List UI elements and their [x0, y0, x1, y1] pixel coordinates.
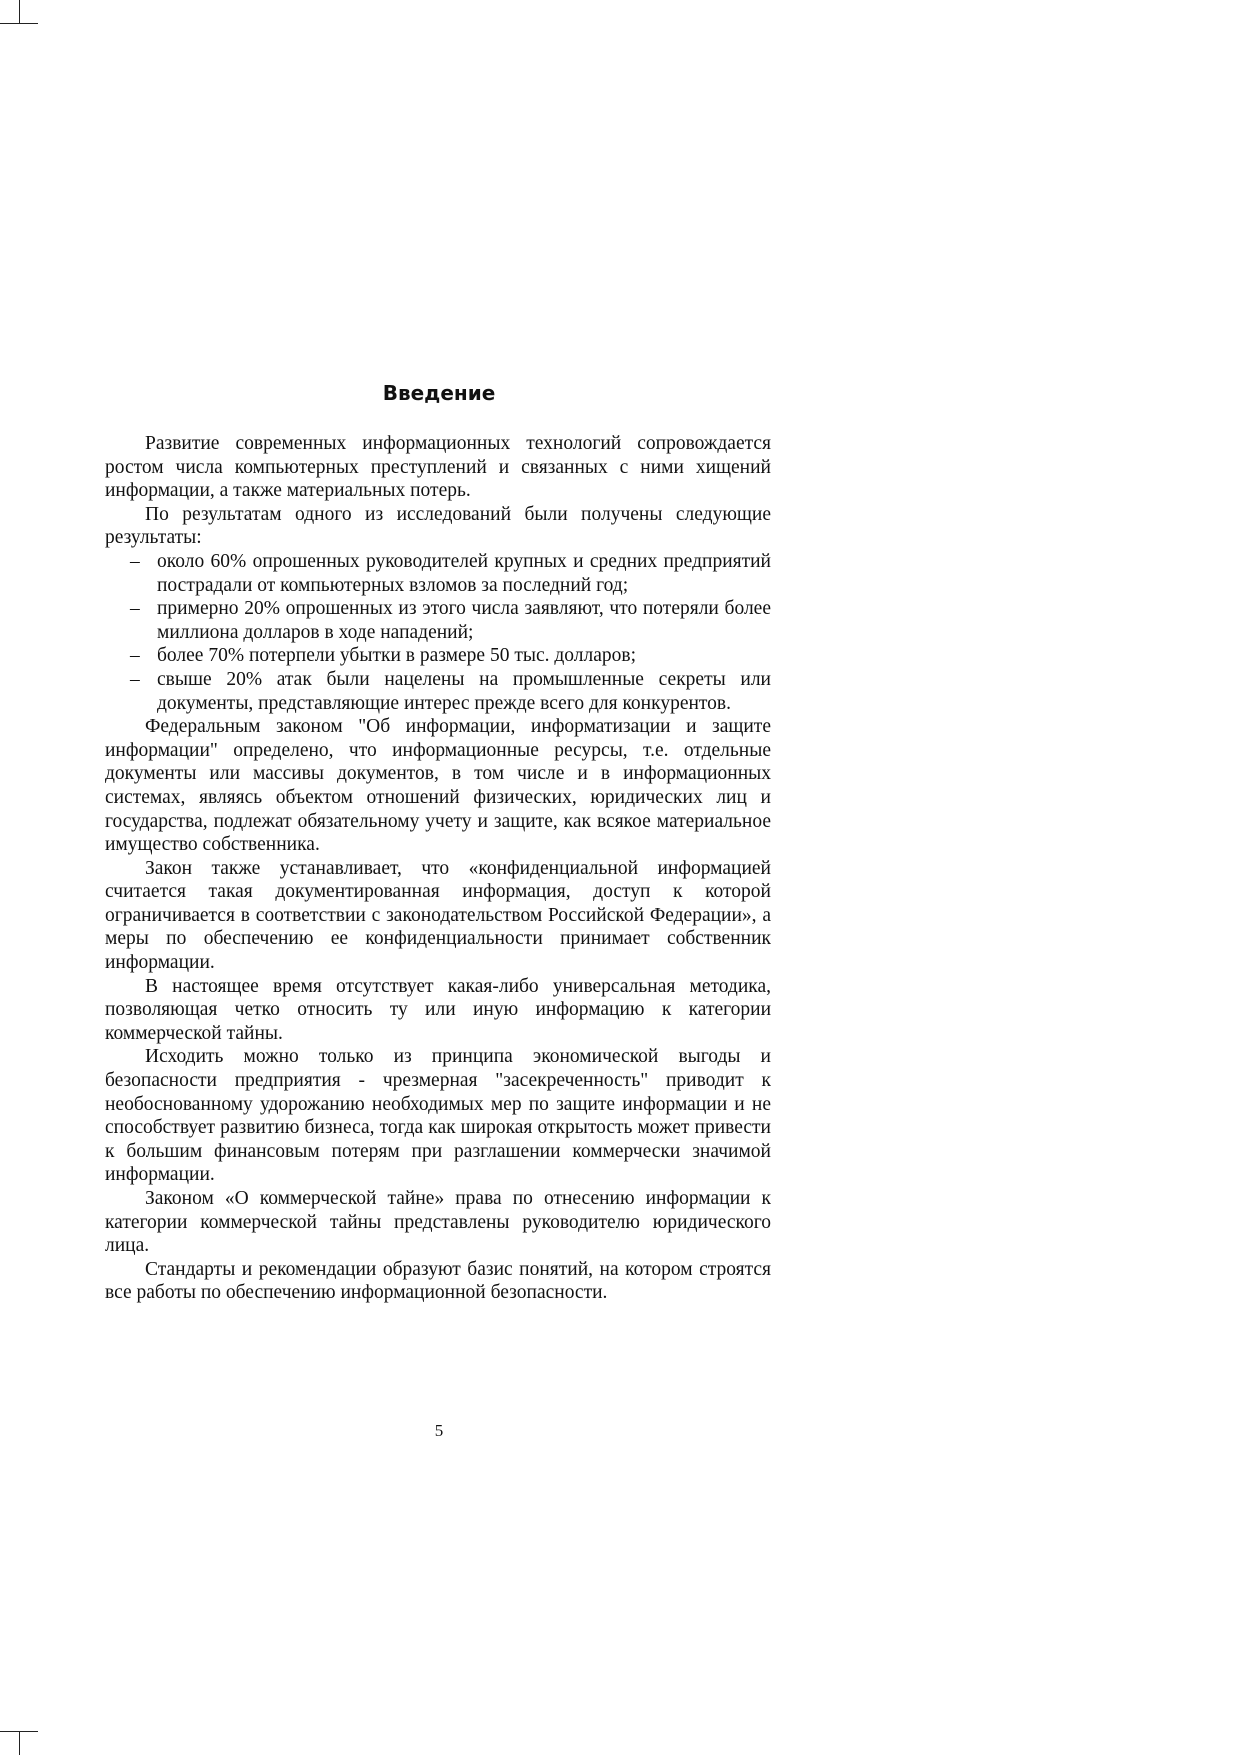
- paragraph-federal-law: Федеральным законом "Об информации, информатизации и защите информации" определено, что информационные ресурсы, т.е. отдельные документы или массивы документов, в том числе и в информационных системах, являясь объектом отношений физических, юридических лиц и государства, подлежат обязательному учету и защите, как всякое материальное имущество собственника.: [105, 716, 771, 856]
- paragraph-no-methodology: В настоящее время отсутствует какая-либо универсальная методика, позволяющая четко относить ту или иную информацию к категории коммерческой тайны.: [105, 975, 771, 1044]
- paragraph-economic-principle: Исходить можно только из принципа экономической выгоды и безопасности предприятия - чрезмерная "засекреченность" приводит к необоснованному удорожанию необходимых мер по защите информации и не способствует развитию бизнеса, тогда как широкая открытость может привести к большим финансовым потерям при разглашении коммерчески значимой информации.: [105, 1046, 771, 1186]
- paragraph-confidential-info: Закон также устанавливает, что «конфиденциальной информацией считается такая документированная информация, доступ к которой ограничивается в соответствии с законодательством Российской Федерации», а меры по обеспечению ее конфиденциальности принимает собственник информации.: [105, 857, 771, 974]
- paragraph-intro-2: По результатам одного из исследований были получены следующие результаты:: [105, 503, 771, 549]
- list-item-text: примерно 20% опрошенных из этого числа заявляют, что потеряли более миллиона долларов в ходе нападений;: [157, 598, 771, 643]
- bullet-dash: –: [130, 598, 140, 620]
- list-item: [105, 597, 771, 644]
- crop-mark-bottom-left-vertical: [19, 1731, 20, 1755]
- list-item: [105, 668, 771, 715]
- paragraph-trade-secret-law: Законом «О коммерческой тайне» права по отнесению информации к категории коммерческой тайны представлены руководителю юридического лица.: [105, 1188, 771, 1257]
- list-item-text: более 70% потерпели убытки в размере 50 тыс. долларов;: [157, 645, 637, 667]
- bullet-dash: –: [130, 550, 140, 572]
- crop-mark-top-left-horizontal: [0, 23, 38, 24]
- crop-mark-top-left-vertical: [19, 0, 20, 24]
- statistics-list: [105, 550, 771, 715]
- bullet-dash: –: [130, 668, 140, 690]
- paragraph-standards: Стандарты и рекомендации образуют базис понятий, на котором строятся все работы по обеспечению информационной безопасности.: [105, 1258, 771, 1304]
- list-item-text: свыше 20% атак были нацелены на промышленные секреты или документы, представляющие интерес прежде всего для конкурентов.: [157, 668, 771, 714]
- crop-mark-bottom-left-horizontal: [0, 1731, 38, 1732]
- document-body: [105, 432, 771, 1305]
- page-number: 5: [434, 1421, 444, 1440]
- list-item: [105, 550, 771, 597]
- list-item: [105, 644, 771, 668]
- paragraph-intro-1: Развитие современных информационных технологий сопровождается ростом числа компьютерных преступлений и связанных с ними хищений информации, а также материальных потерь.: [105, 433, 771, 502]
- list-item-text: около 60% опрошенных руководителей крупных и средних предприятий пострадали от компьютерных взломов за последний год;: [157, 550, 771, 596]
- bullet-dash: –: [130, 645, 140, 667]
- page-title: Введение: [382, 381, 496, 405]
